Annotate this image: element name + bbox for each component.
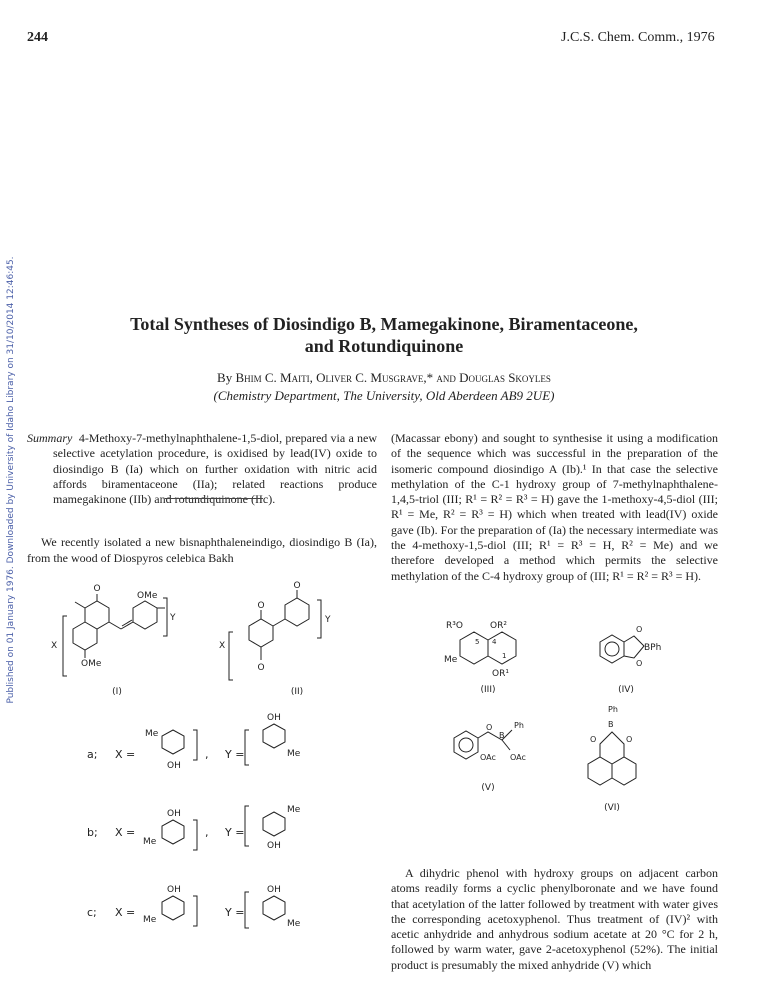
label-X-II: X (219, 641, 226, 651)
label-OAc-B: OAc (510, 753, 526, 762)
row-a-y-OH: OH (267, 713, 281, 723)
label-OR1: OR¹ (492, 669, 509, 679)
row-b-x-eq: X = (115, 826, 136, 839)
structures-left-panel (27, 580, 377, 1000)
byline (120, 369, 648, 405)
row-c-label: c; (87, 906, 97, 919)
compound-label-VI: (VI) (604, 803, 620, 813)
label-Me-III: Me (444, 655, 458, 665)
intro-paragraph-right: (Macassar ebony) and sought to synthesise it using a modification of the sequence which was successful in the preparation of the isomeric compound diosindigo A (Ib).¹ In that case the selective methylation of the C-1 hydroxy group of 7-methylnaphthalene-1,4,5-triol (III; R¹ = R² = R³ = H) gave the 1-methoxy-4,5-diol (III; R¹ = Me, R² = R³ = H) which when treated with lead(IV) oxide gave (Ib). For the preparation of (Ia) the necessary intermediate was the 4-methoxy-1,5-diol (III; R¹ = R³ = H, R² = Me) and we therefore developed a method which permits the selective methylation of the C-4 hydroxy group of (III; R¹ = R² = R³ = H). (391, 431, 718, 583)
label-R3O: R³O (446, 621, 463, 631)
row-b-x-OH: OH (167, 809, 181, 819)
title-line-1: Total Syntheses of Diosindigo B, Mamegakinone, Biramentaceone, (130, 314, 638, 334)
affiliation: (Chemistry Department, The University, Old Aberdeen AB9 2UE) (213, 388, 555, 403)
row-a-x-Me: Me (145, 729, 159, 739)
row-b-y-Me: Me (287, 805, 301, 815)
label-OAc-ring: OAc (480, 753, 496, 762)
summary-paragraph (27, 431, 377, 507)
position-1: 1 (502, 652, 507, 660)
row-c-y-eq: Y = (225, 906, 245, 919)
row-c-x-Me: Me (143, 915, 157, 925)
label-O-VI-left: O (590, 735, 597, 744)
position-4: 4 (492, 638, 497, 646)
label-BPh: BPh (644, 643, 662, 653)
row-b-comma: , (205, 826, 209, 839)
compound-label-II: (II) (290, 687, 304, 697)
row-b-y-OH: OH (267, 841, 281, 851)
label-O-II-bottom: O (257, 663, 265, 673)
label-OMe-bottom: OMe (81, 659, 102, 669)
intro-paragraph-left: We recently isolated a new bisnaphthaleneindigo, diosindigo B (Ia), from the wood of Diospyros celebica Bakh (27, 535, 377, 565)
definition-row-a (87, 713, 301, 771)
right-column (391, 431, 718, 584)
second-paragraph: A dihydric phenol with hydroxy groups on adjacent carbon atoms readily forms a cyclic phenylboronate and we have found that acetylation of the latter followed by treatment with water gives the corresponding acetoxyphenol. Thus treatment of (IV)² with acetic anhydride and anhydrous sodium acetate at 20 °C for 2 h, followed by warm water, gave 2-acetoxyphenol (52%). The initial product is presumably the mixed anhydride (V) which (391, 866, 718, 972)
summary-text: 4-Methoxy-7-methylnaphthalene-1,5-diol, prepared via a new selective acetylation procedure, is oxidised by lead(IV) oxide to diosindigo B (Ia) which on further oxidation with nitric acid affords biramentaceone (IIa); related reactions produce mamegakinone (IIb) and rotundiquinone (IIc). (53, 431, 377, 507)
row-a-x-eq: X = (115, 748, 136, 761)
running-head: J.C.S. Chem. Comm., 1976 (561, 30, 715, 45)
row-b-label: b; (87, 826, 98, 839)
summary-divider (165, 498, 263, 499)
structure-III (444, 621, 516, 695)
label-B-V: B (499, 731, 505, 740)
byline-by: By (217, 370, 233, 385)
row-c-x-OH: OH (167, 885, 181, 895)
row-a-label: a; (87, 748, 98, 761)
right-column-lower (391, 866, 718, 973)
row-a-x-OH: OH (167, 761, 181, 771)
row-a-comma: , (205, 748, 209, 761)
article-title (100, 313, 668, 357)
label-O-IV-top: O (636, 625, 643, 634)
label-Y-II: Y (325, 615, 331, 625)
author-list: Bhim C. Maiti, Oliver C. Musgrave,* and Douglas Skoyles (235, 370, 551, 385)
label-O-IV-bottom: O (636, 659, 643, 668)
page-number: 244 (27, 30, 48, 45)
row-c-y-Me: Me (287, 919, 301, 929)
label-O-VI-right: O (626, 735, 633, 744)
label-X-I: X (51, 641, 58, 651)
label-Ph-VI: Ph (608, 705, 618, 714)
label-B-VI: B (608, 720, 614, 729)
compound-label-III: (III) (480, 685, 496, 695)
structure-V (454, 721, 526, 793)
definition-row-c (87, 885, 301, 929)
compound-label-IV: (IV) (618, 685, 634, 695)
row-b-y-eq: Y = (225, 826, 245, 839)
structure-IV (600, 625, 661, 695)
compound-label-I: (I) (112, 687, 122, 697)
label-OR2: OR² (490, 621, 507, 631)
compound-label-V: (V) (481, 783, 495, 793)
row-b-x-Me: Me (143, 837, 157, 847)
structure-I (51, 584, 176, 697)
label-O-II-mid: O (257, 601, 265, 611)
structure-VI (588, 705, 636, 813)
label-Y-I: Y (170, 613, 176, 623)
structure-II (219, 581, 331, 697)
label-O-I: O (93, 584, 101, 594)
definition-row-b (87, 805, 301, 851)
summary-label: Summary (27, 431, 73, 445)
label-O-II-top: O (293, 581, 301, 591)
row-c-y-OH: OH (267, 885, 281, 895)
label-OMe-top: OMe (137, 591, 158, 601)
label-Ph-V: Ph (514, 721, 524, 730)
row-c-x-eq: X = (115, 906, 136, 919)
label-O-V: O (486, 723, 493, 732)
row-a-y-Me: Me (287, 749, 301, 759)
position-5: 5 (475, 638, 480, 646)
download-watermark (0, 200, 22, 760)
structures-right-panel (440, 612, 720, 852)
watermark-text: Published on 01 January 1976. Downloaded by University of Idaho Library on 31/10/2014 12:46:45. (6, 256, 16, 704)
row-a-y-eq: Y = (225, 748, 245, 761)
title-line-2: and Rotundiquinone (304, 336, 464, 356)
